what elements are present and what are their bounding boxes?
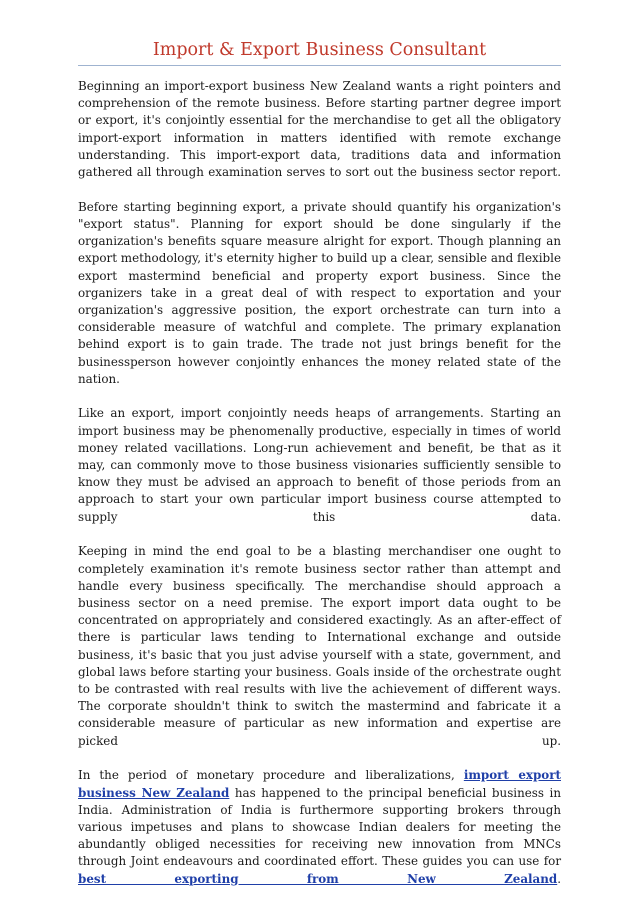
import-export-business-link[interactable]: import export business New Zealand [78, 768, 561, 800]
paragraph-2: Before starting beginning export, a private should quantify his organization's "export status". Planning for export should be done singularly if the organization's benefits square measure alright for export. Though planning an export methodology, it's eternity higher to build up a clear, sensible and flexible export mastermind beneficial and property export business. Since the organizers take in a great deal of with respect to exportation and your organization's aggressive position, the export orchestrate can turn into a considerable measure of watchful and complete. The primary explanation behind export is to gain trade. The trade not just brings benefit for the businessperson however conjointly enhances the money related state of the nation. [78, 199, 561, 386]
paragraph-4: Keeping in mind the end goal to be a blasting merchandiser one ought to completely examination it's remote business sector rather than attempt and handle every business specifically. The merchandise should approach a business sector on a need premise. The export import data ought to be concentrated on appropriately and considered exactingly. As an after-effect of there is particular laws tending to International exchange and outside business, it's basic that you just advise yourself with a state, government, and global laws before starting your business. Goals inside of the orchestrate ought to be contrasted with real results with live the achievement of different ways. The corporate shouldn't think to switch the mastermind and fabricate it a considerable measure of particular as new information and expertise are picked up. [78, 544, 561, 748]
paragraph-3: Like an export, import conjointly needs heaps of arrangements. Starting an import business may be phenomenally productive, especially in times of world money related vacillations. Long-run achievement and benefit, be that as it may, can commonly move to those business visionaries sufficiently sensible to know they must be advised an approach to benefit of those periods from an approach to start your own particular import business course attempted to supply this data. [78, 406, 561, 524]
paragraph-5-text-1: In the period of monetary procedure and liberalizations, [78, 768, 464, 783]
paragraph-1: Beginning an import-export business New Zealand wants a right pointers and comprehension of the remote business. Before starting partner degree import or export, it's conjointly essential for the merchandise to get all the obligatory import-export information in matters identified with remote exchange understanding. This import-export data, traditions data and information gathered all through examination serves to sort out the business sector report. [78, 79, 561, 180]
document-page [78, 38, 561, 905]
paragraph-5-text-3: . [557, 871, 561, 886]
paragraph-5-text-2: has happened to the principal beneficial business in India. Administration of India is furthermore supporting brokers through various impetuses and plans to showcase Indian dealers for meeting the abundantly obliged necessities for receiving new innovation from MNCs through Joint endeavours and coordinated effort. These guides you can use for [78, 785, 561, 869]
document-title: Import & Export Business Consultant [78, 38, 561, 66]
best-exporting-link[interactable]: best exporting from New Zealand [78, 871, 558, 886]
paragraph-5 [78, 767, 561, 887]
document-body [78, 78, 561, 888]
